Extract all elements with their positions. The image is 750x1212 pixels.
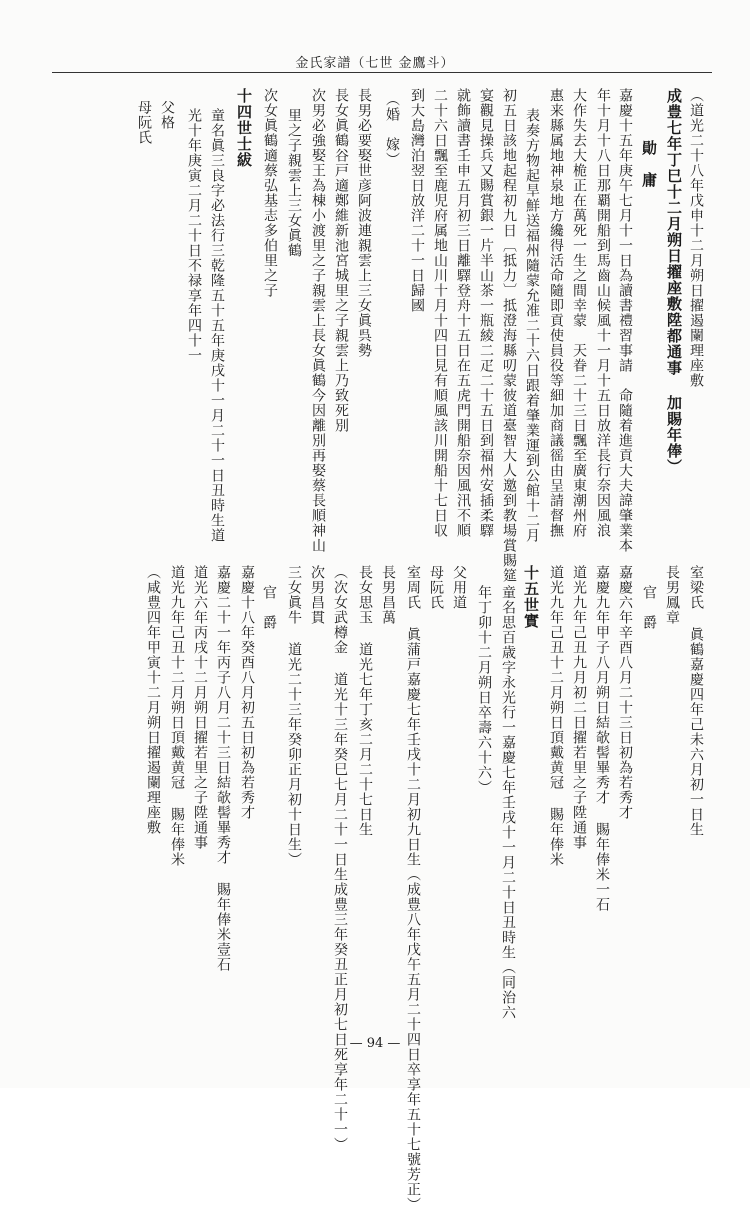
text-column: 長男昌萬 <box>380 565 396 625</box>
text-column: （道光二十八年戊申十二月朔日擢遏闌理座敷 <box>688 88 704 388</box>
text-column: 十五世實 <box>522 565 540 629</box>
text-column: 室梁氏 眞鶴嘉慶四年己未六月初一日生 <box>688 565 704 837</box>
text-column: 初五日該地起程初九日〔抵力〕抵澄海縣叨蒙彼道臺智大人邀到教場賞賜筵 <box>501 88 517 583</box>
text-column: 嘉慶九年甲子八月朔日結欹髻畢秀才 賜年俸米一石 <box>594 565 610 912</box>
text-column: 道光九年己丑九月初二日擢若里之子陞通事 <box>571 565 587 850</box>
text-column: 次女眞鶴適蔡弘基志多伯里之子 <box>262 88 278 298</box>
text-column: 室周氏 眞蒲戸嘉慶七年壬戌十二月初九日生（成豊八年戊午五月二十四日卒享年五十七號芳正） <box>405 565 421 1212</box>
text-column: 嘉慶六年辛酉八月二十三日初為若秀才 <box>617 565 633 820</box>
text-column: 童名眞三良字必法行三乾隆五十五年庚戌十一月二十一日丑時生道 <box>209 108 225 543</box>
text-column: 長男鳳章 <box>664 565 680 625</box>
text-column: 里之子親雲上三女眞鶴 <box>286 108 302 258</box>
text-column: 道光九年己丑十二月朔日頂戴黄冠 賜年俸米 <box>548 565 564 867</box>
text-column: 十四世士紱 <box>235 88 253 168</box>
text-column: 二十六日飄至鹿児府属地山川十月十四日見有順風該川開船十七日収 <box>432 88 448 538</box>
text-column: 宴觀見操兵又賜賞銀一片半山茶一瓶綾二疋二十五日到福州安插柔驛 <box>478 88 494 538</box>
text-column: （婚 嫁） <box>384 92 400 167</box>
text-column: 就飾讀書壬申五月初三日離驛登舟十五日在五虎門開船奈因風汛不順 <box>455 88 471 538</box>
text-column: 次男必強娶王為棟小渡里之子親雲上長女眞鶴今因離別再娶蔡長順神山 <box>310 88 326 553</box>
text-column: 嘉慶十五年庚午七月十一日為讀書禮習事請 命隨着進貢大夫諱肇業本 <box>617 88 633 553</box>
text-column: 母阮氏 <box>136 100 152 145</box>
running-head: 金氏家譜（七世 金鷹斗） <box>295 56 455 71</box>
text-column: 表奏方物起旱鮮送福州隨蒙允准二十六日跟着肇業運到公館十二月 <box>524 108 540 543</box>
text-column: 長男必要娶世彦阿波連親雲上三女眞呉勢 <box>356 88 372 358</box>
page-number: — 94 — <box>349 1036 401 1051</box>
text-column: 次男昌貫 <box>309 565 325 625</box>
text-column: 大作失去大桅正在萬死一生之間幸蒙 天眷二十三日飄至廣東潮州府 <box>571 88 587 538</box>
text-column: 嘉慶十八年癸酉八月初五日初為若秀才 <box>239 565 255 820</box>
text-column: 年十月十八日那覇開船到馬齒山候風十一月十五日放洋長行奈因風浪 <box>595 88 611 538</box>
text-column: 童名思百歳字永光行一嘉慶七年壬戌十一月二十日丑時生（同治六 <box>500 585 516 1020</box>
text-column: 勛 庸 <box>640 140 658 188</box>
text-column: （次女武樽金 道光十三年癸巳七月二十一日生成豊三年癸丑正月初七日死享年二十一） <box>332 565 348 1152</box>
header-rule <box>52 72 712 73</box>
text-column: 長女眞鶴谷戸適鄭維新池宮城里之子親雲上乃致死別 <box>333 88 349 433</box>
text-column: 父用道 <box>451 565 467 610</box>
text-column: 道光九年己丑十二月朔日頂戴黄冠 賜年俸米 <box>169 565 185 867</box>
text-column: 長女思玉 道光七年丁亥二月二十七日生 <box>357 565 373 837</box>
text-column: 光十年庚寅二月二十日不禄享年四十一 <box>186 108 202 363</box>
text-column: 年丁卯十二月朔日卒壽六十六） <box>476 585 492 795</box>
text-column: （咸豊四年甲寅十二月朔日擢遏闌理座敷 <box>145 565 161 835</box>
text-column: 到大島灣泊翌日放洋二十一日歸國 <box>409 88 425 313</box>
text-column: 官 爵 <box>261 585 277 630</box>
text-column: 三女眞牛 道光二十三年癸卯正月初十日生） <box>286 565 302 867</box>
text-column: 父格 <box>159 100 175 130</box>
text-column: 惠来縣属地神泉地方纔得活命隨即貢使員役等細加商議徭由呈請督撫 <box>548 88 564 538</box>
text-column: 母阮氏 <box>428 565 444 610</box>
text-column: 官 爵 <box>641 585 657 630</box>
text-column: 道光六年丙戌十二月朔日擢若里之子陞通事 <box>192 565 208 850</box>
text-column: 成豊七年丁巳十二月朔日擢座敷陞都通事 加賜年俸） <box>665 88 683 475</box>
text-column: 嘉慶二十一年丙子八月二十三日結欹髻畢秀才 賜年俸米壹石 <box>215 565 231 972</box>
